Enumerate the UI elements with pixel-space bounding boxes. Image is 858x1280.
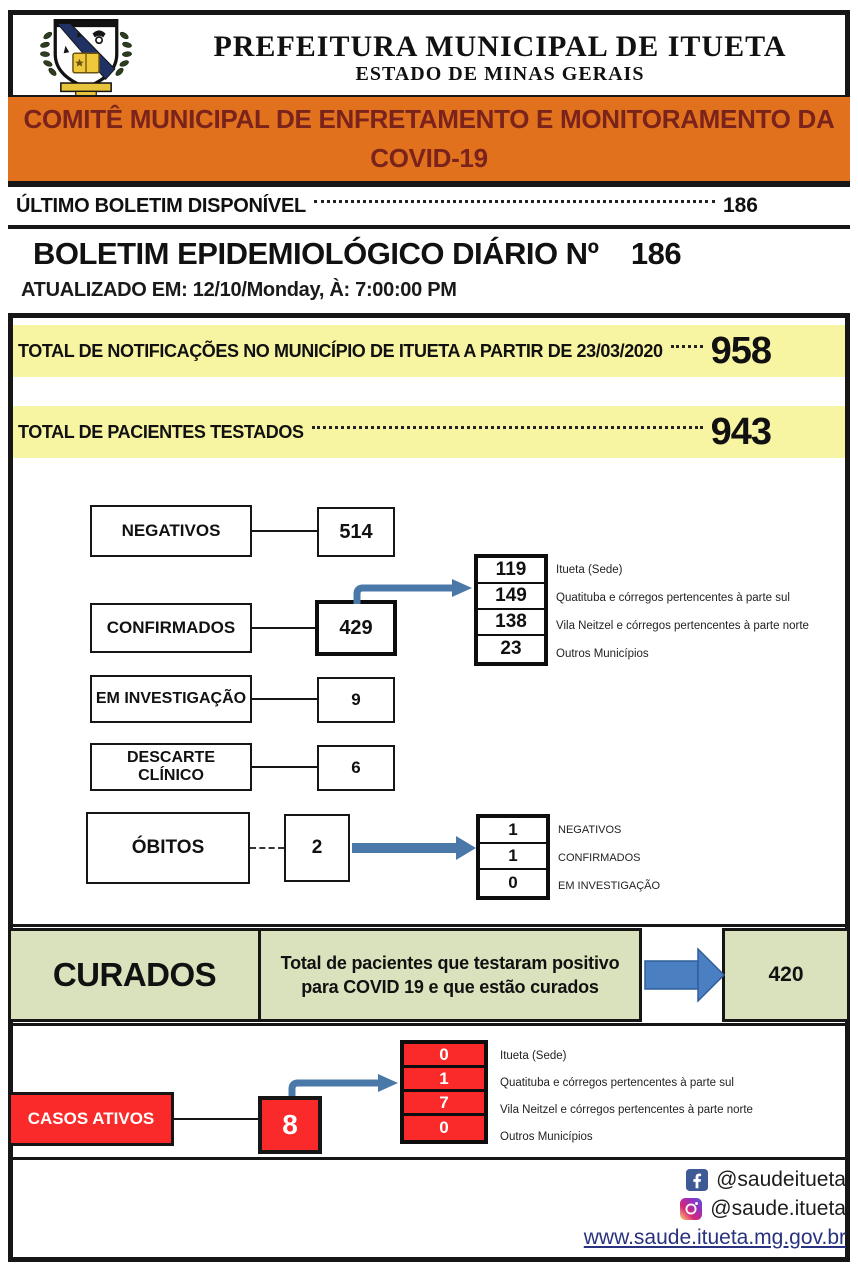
breakdown-value: 1	[480, 818, 546, 844]
section-divider	[8, 924, 850, 927]
total-notifications-label: TOTAL DE NOTIFICAÇÕES NO MUNICÍPIO DE ITUETA A PARTIR DE 23/03/2020	[18, 340, 663, 361]
breakdown-value: 119	[478, 558, 544, 584]
dotted-leader	[312, 426, 703, 429]
banner-line2: COVID-19	[370, 143, 488, 173]
obitos-breakdown-table	[476, 814, 550, 900]
dotted-leader	[671, 345, 703, 348]
section-divider	[8, 1023, 850, 1026]
coat-of-arms-icon	[30, 15, 142, 97]
breakdown-value: 0	[439, 1118, 449, 1137]
em-investigacao-label-box: EM INVESTIGAÇÃO	[90, 675, 252, 723]
breakdown-value: 1	[480, 844, 546, 870]
total-notifications-row	[13, 325, 845, 377]
total-notifications-value: 958	[710, 329, 771, 372]
casos-ativos-breakdown-table	[400, 1040, 488, 1144]
obitos-label-box: ÓBITOS	[86, 812, 250, 884]
confirmados-value-box: 429	[315, 600, 397, 656]
breakdown-value: 138	[478, 610, 544, 636]
bulletin-number: 186	[630, 236, 682, 271]
breakdown-value: 23	[500, 638, 522, 659]
breakdown-label: NEGATIVOS	[558, 824, 622, 836]
breakdown-value: 149	[478, 584, 544, 610]
website-link[interactable]: www.saude.itueta.mg.gov.br	[583, 1226, 846, 1249]
negativos-label-box: NEGATIVOS	[90, 505, 252, 557]
breakdown-label: Outros Municípios	[500, 1131, 593, 1143]
dotted-leader	[314, 200, 715, 203]
casos-ativos-value-box: 8	[258, 1096, 322, 1154]
breakdown-value: 0	[404, 1044, 484, 1068]
curados-value-box: 420	[722, 928, 850, 1022]
total-tested-value: 943	[710, 410, 771, 453]
covid-committee-banner	[8, 95, 850, 183]
obitos-value-box: 2	[284, 814, 350, 882]
descarte-clinico-value-box: 6	[317, 745, 395, 791]
breakdown-value: 0	[508, 873, 518, 892]
breakdown-label: EM INVESTIGAÇÃO	[558, 880, 661, 892]
total-tested-label: TOTAL DE PACIENTES TESTADOS	[18, 421, 304, 442]
last-bulletin-label: ÚLTIMO BOLETIM DISPONÍVEL	[16, 194, 306, 217]
connector-line	[174, 1118, 258, 1120]
connector-line	[252, 627, 317, 629]
dashed-connector-line	[250, 847, 284, 849]
total-tested-row	[13, 406, 845, 458]
instagram-handle[interactable]: @saude.itueta	[710, 1197, 846, 1220]
bulletin-title: BOLETIM EPIDEMIOLÓGICO DIÁRIO Nº	[33, 236, 599, 271]
breakdown-value: 1	[404, 1068, 484, 1092]
footer	[480, 1168, 846, 1250]
connector-line	[252, 698, 317, 700]
curados-label: CURADOS	[52, 956, 217, 993]
breakdown-label: CONFIRMADOS	[558, 852, 641, 864]
negativos-value-box: 514	[317, 507, 395, 557]
curados-section	[8, 928, 642, 1022]
bulletin-updated: ATUALIZADO EM: 12/10/Monday, À: 7:00:00 PM	[21, 279, 457, 301]
connector-line	[252, 530, 317, 532]
confirmados-breakdown-table	[474, 554, 548, 666]
instagram-icon	[680, 1198, 702, 1220]
bulletin-section	[8, 229, 850, 318]
breakdown-label: Itueta (Sede)	[556, 564, 623, 576]
header-title: PREFEITURA MUNICIPAL DE ITUETA	[213, 30, 787, 63]
descarte-clinico-label-box: DESCARTE CLÍNICO	[90, 743, 252, 791]
breakdown-label: Outros Municípios	[556, 648, 649, 660]
facebook-handle[interactable]: @saudeitueta	[716, 1168, 846, 1191]
breakdown-label: Vila Neitzel e córregos pertencentes à parte norte	[500, 1104, 753, 1116]
facebook-icon	[686, 1169, 708, 1191]
section-divider	[8, 1157, 850, 1160]
breakdown-value: 7	[404, 1092, 484, 1116]
breakdown-label: Vila Neitzel e córregos pertencentes à parte norte	[556, 620, 809, 632]
breakdown-label: Itueta (Sede)	[500, 1050, 567, 1062]
last-bulletin-value: 186	[722, 194, 758, 217]
instagram-row[interactable]	[680, 1197, 846, 1221]
header-subtitle: ESTADO DE MINAS GERAIS	[355, 63, 645, 85]
itueta-coat-of-arms-logo	[30, 15, 142, 97]
facebook-row[interactable]	[686, 1168, 846, 1192]
confirmados-label-box: CONFIRMADOS	[90, 603, 252, 653]
breakdown-label: Quatituba e córregos pertencentes à parte sul	[556, 592, 790, 604]
em-investigacao-value-box: 9	[317, 677, 395, 723]
banner-line1: COMITÊ MUNICIPAL DE ENFRETAMENTO E MONITORAMENTO DA	[23, 104, 835, 134]
breakdown-label: Quatituba e córregos pertencentes à parte sul	[500, 1077, 734, 1089]
connector-line	[252, 766, 317, 768]
casos-ativos-box: CASOS ATIVOS	[8, 1092, 174, 1146]
curados-description: Total de pacientes que testaram positivo para COVID 19 e que estão curados	[280, 952, 620, 997]
last-bulletin-row	[8, 183, 850, 229]
